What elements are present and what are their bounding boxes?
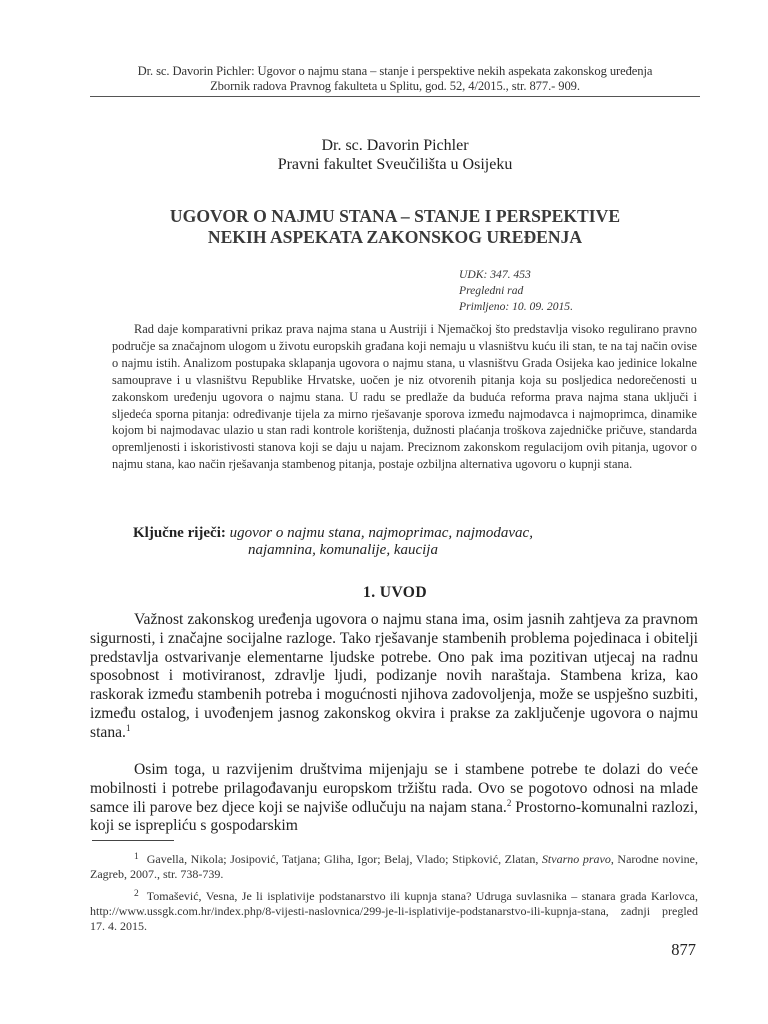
footnote-ref-1[interactable]: 1 — [125, 722, 131, 733]
footnote-rule — [92, 840, 174, 841]
paragraph2-text-after: Prostorno-komunalni razlozi, koji se isprepliću s gospodarskim — [90, 798, 699, 835]
title-line1: UGOVOR O NAJMU STANA – STANJE I PERSPEKTIVE — [169, 206, 621, 226]
body-paragraph-2 — [90, 761, 698, 836]
footnote-2 — [90, 887, 698, 934]
author-block — [90, 136, 700, 174]
running-header — [90, 64, 700, 94]
footnotes — [90, 850, 698, 939]
author-affiliation: Pravni fakultet Sveučilišta u Osijeku — [277, 156, 513, 173]
keywords-line1: ugovor o najmu stana, najmoprimac, najmodavac, — [229, 525, 533, 541]
footnote-2-number: 2 — [134, 889, 139, 899]
body-paragraph-1 — [90, 611, 698, 743]
author-name: Dr. sc. Davorin Pichler — [321, 137, 469, 154]
footnote-1-text-after: , Narodne novine, Zagreb, 2007., str. 738-739. — [90, 852, 698, 881]
abstract: Rad daje komparativni prikaz prava najma stana u Austriji i Njemačkoj što predstavlja visoko regulirano pravno područje sa značajnom ulogom u životu europskih građana koji nemaju u vlasništvu kuću ili stan, te na taj način ovise o najmu istih. Analizom postupaka sklapanja ugovora o najmu stana, u vlasništvu Grada Osijeka kao jedinice lokalne samouprave i u vlasništvu Republike Hrvatske, uočen je niz otvorenih pitanja koja su posljedica nedorečenosti u zakonskom uređenju ugovora o najmu stana. U radu se predlaže da buduća reforma prava najma stana uključi i sljedeća sporna pitanja: određivanje tijela za mirno rješavanje sporova između najmodavca i najmoprimca, dinamike kojom bi najmodavac ulazio u stan radi kontrole korištenja, dužnosti plaćanja troškova zajedničke pričuve, standarda opremljenosti i iskoristivosti stanova koji se daju u najam. Preciznom zakonskom regulacijom ovih pitanja, ugovor o najmu stana, kao način rješavanja stambenog pitanja, postaje ozbiljna alternativa ugovoru o kupnji stana. — [112, 322, 697, 472]
udk-code: UDK: 347. 453 — [459, 268, 531, 281]
footnote-2-text: Tomašević, Vesna, Je li isplativije podstanarstvo ili kupnja stana? Udruga suvlasnika – stanara grada Karlovca, http://www.ussgk.com.hr/index.php/8-vijesti-naslovnica/299-je-li-isplativije-podstanarstvo-ili-kupnja-stana, zadnji pregled 17. 4. 2015. — [90, 889, 698, 933]
footnote-1-number: 1 — [134, 852, 139, 862]
article-type: Pregledni rad — [459, 284, 524, 297]
paragraph1-text: Važnost zakonskog uređenja ugovora o najmu stana ima, osim jasnih zahtjeva za pravnom sigurnosti, i značajne socijalne razloge. Tako rješavanje stambenih problema pojedinaca i obitelji predstavlja ostvarivanje elementarne ljudske potrebe. Ono pak ima pozitivan utjecaj na radnu sposobnost i motiviranost, zdravlje ljudi, podizanje novih naraštaja. Stambena kriza, kao raskorak između stambenih potreba i mogućnosti njihova zadovoljenja, može se uspješno suzbiti, između ostalog, i uvođenjem jasnog zakonskog okvira i prakse za zaključenje ugovora o najmu stana. — [90, 611, 698, 741]
footnote-1 — [90, 850, 698, 882]
running-header-line1: Dr. sc. Davorin Pichler: Ugovor o najmu stana – stanje i perspektive nekih aspekata zakonskog uređenja — [137, 64, 653, 78]
footnote-1-italic: Stvarno pravo — [541, 852, 611, 866]
header-rule — [90, 96, 700, 97]
keywords-line2: najamnina, komunalije, kaucija — [248, 542, 438, 558]
title-line2: NEKIH ASPEKATA ZAKONSKOG UREĐENJA — [207, 227, 583, 247]
section-heading: 1. UVOD — [363, 584, 427, 601]
paragraph2-text-before: Osim toga, u razvijenim društvima mijenjaju se i stambene potrebe te dolazi do veće mobilnosti i potrebe prilagođavanju europskom tržištu rada. Ovo se pogotovo odnosi na mlade samce ili parove bez djece koji se najviše odlučuju na najam stana. — [90, 761, 698, 816]
page-number: 877 — [671, 940, 696, 959]
keywords — [133, 525, 653, 559]
article-meta — [459, 267, 573, 315]
footnote-1-text-before: Gavella, Nikola; Josipović, Tatjana; Gliha, Igor; Belaj, Vlado; Stipković, Zlatan, — [146, 852, 542, 866]
footnote-ref-2[interactable]: 2 — [506, 797, 512, 808]
running-header-line2: Zbornik radova Pravnog fakulteta u Splitu, god. 52, 4/2015., str. 877.- 909. — [210, 79, 580, 93]
article-title — [90, 206, 700, 248]
received-date: Primljeno: 10. 09. 2015. — [459, 300, 573, 313]
keywords-label: Ključne riječi: — [133, 525, 226, 541]
